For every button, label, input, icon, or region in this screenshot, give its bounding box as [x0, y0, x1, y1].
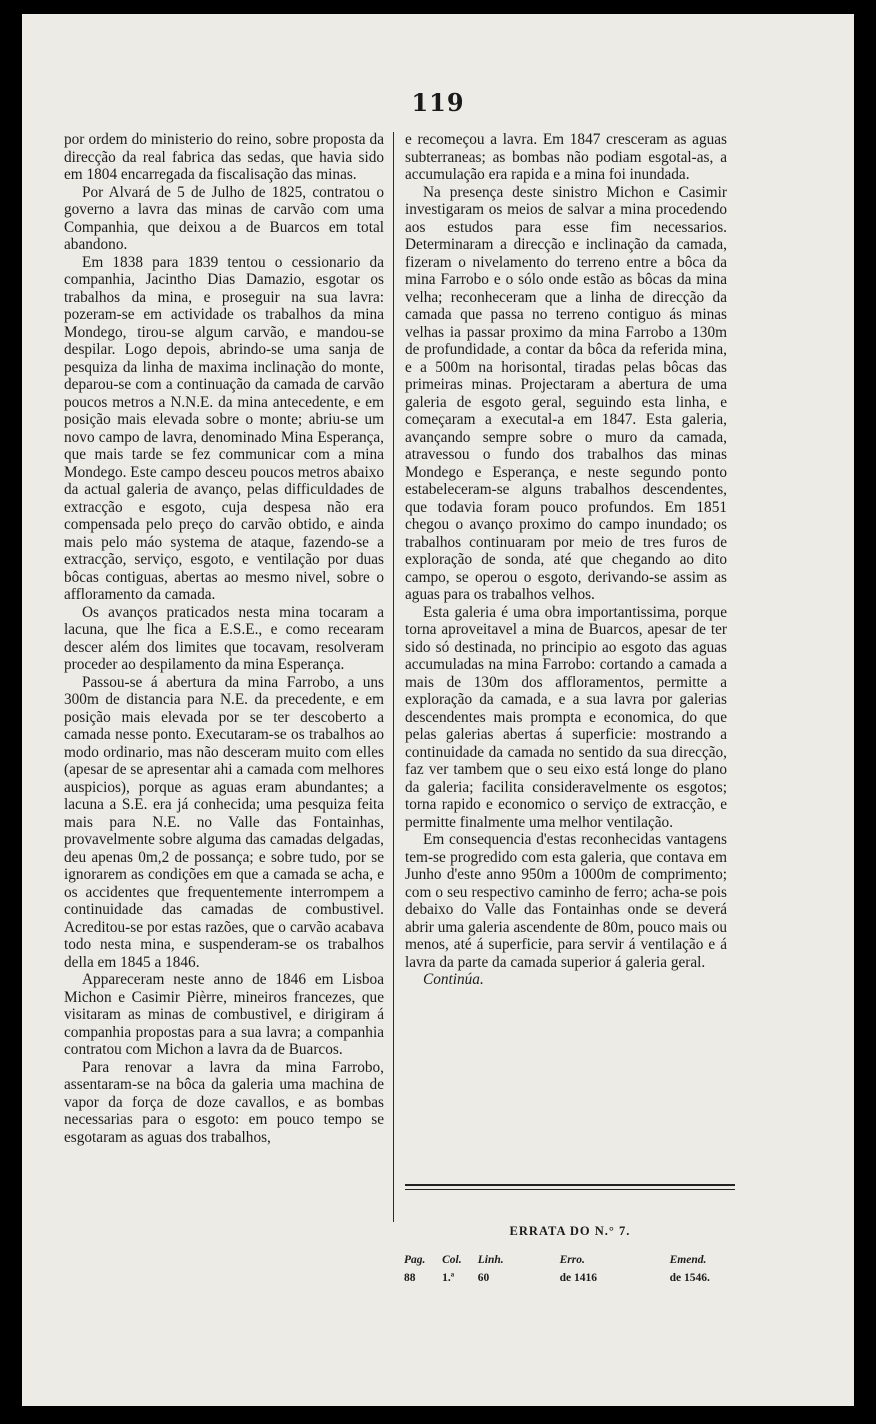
errata-cell: 60 [477, 1272, 490, 1284]
errata-header: Erro. [559, 1254, 585, 1266]
paragraph: Na presença deste sinistro Michon e Casimir investigaram os meios de salvar a mina procedendo aos estudos para esse fim necessarios. Determinaram a direcção e inclinação da camada, fizeram o nivelamento do terreno entre a bôca da mina Farrobo e o sólo onde estão as bôcas da mina velha; reconheceram que a linha de direcção da camada que passa no terreno contiguo ás minas velhas ia passar proximo da mina Farrobo a 130m de profundidade, a contar da bôca da referida mina, e a 500m na horisontal, tiradas pelas bôcas das primeiras minas. Projectaram a abertura de uma galeria de esgoto geral, seguindo esta linha, e começaram a executal-a em 1847. Esta galeria, avançando sempre sobre o muro da camada, atravessou o fundo dos trabalhos das minas Mondego e Esperança, e neste segundo ponto estabeleceram-se alguns trabalhos descendentes, que todavia foram pouco profundos. Em 1851 chegou o avanço proximo do campo inundado; os trabalhos continuaram por meio de tres furos de exploração de sonda, até que chegando ao dito campo, se operou o esgoto, derivando-se assim as aguas para os trabalhos velhos. [405, 183, 727, 603]
errata-title: ERRATA DO N.° 7. [509, 1224, 631, 1238]
paragraph: Em consequencia d'estas reconhecidas vantagens tem-se progredido com esta galeria, que contava em Junho d'este anno 950m a 1000m de comprimento; com o seu respectivo caminho de ferro; acha-se pois debaixo do Valle das Fontainhas onde se deverá abrir uma galeria ascendente de 80m, pouco mais ou menos, até á superficie, para servir á ventilação e á lavra da parte da camada superior á galeria geral. [405, 831, 727, 971]
errata-header: Linh. [477, 1254, 504, 1266]
errata-cell: de 1416 [559, 1272, 597, 1284]
paragraph: Em 1838 para 1839 tentou o cessionario da companhia, Jacintho Dias Damazio, esgotar os trabalhos da mina, e proseguir na sua lavra: pozeram-se em actividade os trabalhos da mina Mondego, tirou-se algum carvão, e mandou-se despilar. Logo depois, abrindo-se uma sanja de pesquiza da linha de maxima inclinação do monte, deparou-se com a continuação da camada de carvão poucos metros a N.N.E. da mina antecedente, e em posição mais elevada sobre o monte; abriu-se um novo campo de lavra, denominado Mina Esperança, que mais tarde se fez communicar com a mina Mondego. Este campo desceu poucos metros abaixo da actual galeria de avanço, pelas difficuldades de extracção e esgoto, cuja despesa não era compensada pelo preço do carvão obtido, e ainda mais pelo máo systema de ataque, fazendo-se a extracção, serviço, esgoto, e ventilação por duas bôcas contiguas, abertas ao mesmo nivel, sobre o affloramento da camada. [64, 253, 384, 603]
paragraph: por ordem do ministerio do reino, sobre proposta da direcção da real fabrica das sedas, que havia sido em 1804 encarregada da fiscalisação das minas. [64, 131, 384, 183]
newspaper-page [22, 14, 854, 1406]
errata-rule [405, 1189, 735, 1190]
paragraph: Os avanços praticados nesta mina tocaram a lacuna, que lhe fica a E.S.E., e como recearam descer além dos limites que tocavam, resolveram proceder ao despilamento da mina Esperança. [64, 603, 384, 673]
right-column [405, 131, 727, 989]
errata-cell: 1.ª [442, 1272, 455, 1284]
paragraph: e recomeçou a lavra. Em 1847 cresceram as aguas subterraneas; as bombas não podiam esgotal-as, a accumulação era rapida e a mina foi inundada. [405, 131, 727, 183]
paragraph: Passou-se á abertura da mina Farrobo, a uns 300m de distancia para N.E. da precedente, e em posição mais elevada por se ter descoberto a camada nesse ponto. Executaram-se os trabalhos ao modo ordinario, mas não desceram muito com elles (apesar de se apresentar ahi a camada com melhores auspicios), porque as aguas eram abundantes; a lacuna a S.E. era já conhecida; uma pesquiza feita mais para N.E. no Valle das Fontainhas, provavelmente sobre alguma das camadas delgadas, deu apenas 0m,2 de possança; e sobre tudo, por se ignorarem as condições em que a camada se acha, e os accidentes que frequentemente interrompem a continuidade das camadas de combustivel. Acreditou-se por estas razões, que o carvão acabava todo nesta mina, e suspenderam-se os trabalhos della em 1845 a 1846. [64, 673, 384, 971]
errata-cell: 88 [404, 1272, 416, 1284]
errata-header: Pag. [404, 1254, 426, 1266]
left-column [64, 131, 384, 1146]
continua-note: Continúa. [423, 971, 484, 988]
column-divider [393, 132, 394, 1222]
paragraph: Esta galeria é uma obra importantissima, porque torna aproveitavel a mina de Buarcos, apesar de ter sido só destinada, no principio ao esgoto das aguas accumuladas na mina Farrobo: cortando a camada a mais de 130m dos affloramentos, permitte a exploração da camada, e a sua lavra por galerias descendentes mais prompta e economica, do que pelas galerias abertas á superficie: mostrando a continuidade da camada no sentido da sua direcção, faz ver tambem que o seu eixo está longe do plano da galeria; facilita consideravelmente os esgotos; torna rapido e economico o serviço de extracção, e permitte finalmente uma melhor ventilação. [405, 603, 727, 831]
paragraph: Appareceram neste anno de 1846 em Lisboa Michon e Casimir Pièrre, mineiros francezes, que visitaram as minas de combustivel, e dirigiram á companhia propostas para a sua lavra; a companhia contratou com Michon a lavra da de Buarcos. [64, 971, 384, 1058]
paragraph: Por Alvará de 5 de Julho de 1825, contratou o governo a lavra das minas de carvão com uma Companhia, que deixou a de Buarcos em total abandono. [64, 183, 384, 253]
errata-header-row [400, 1254, 740, 1272]
errata-cell: de 1546. [669, 1272, 710, 1284]
errata-header: Col. [442, 1254, 462, 1266]
page-number: 119 [411, 88, 465, 117]
errata-header: Emend. [669, 1254, 707, 1266]
errata-row [400, 1272, 740, 1284]
errata-rule [405, 1184, 735, 1186]
errata-table [400, 1254, 740, 1284]
paragraph: Para renovar a lavra da mina Farrobo, assentaram-se na bôca da galeria uma machina de vapor da força de doze cavallos, e as bombas necessarias para o esgoto: em pouco tempo se esgotaram as aguas dos trabalhos, [64, 1058, 384, 1146]
